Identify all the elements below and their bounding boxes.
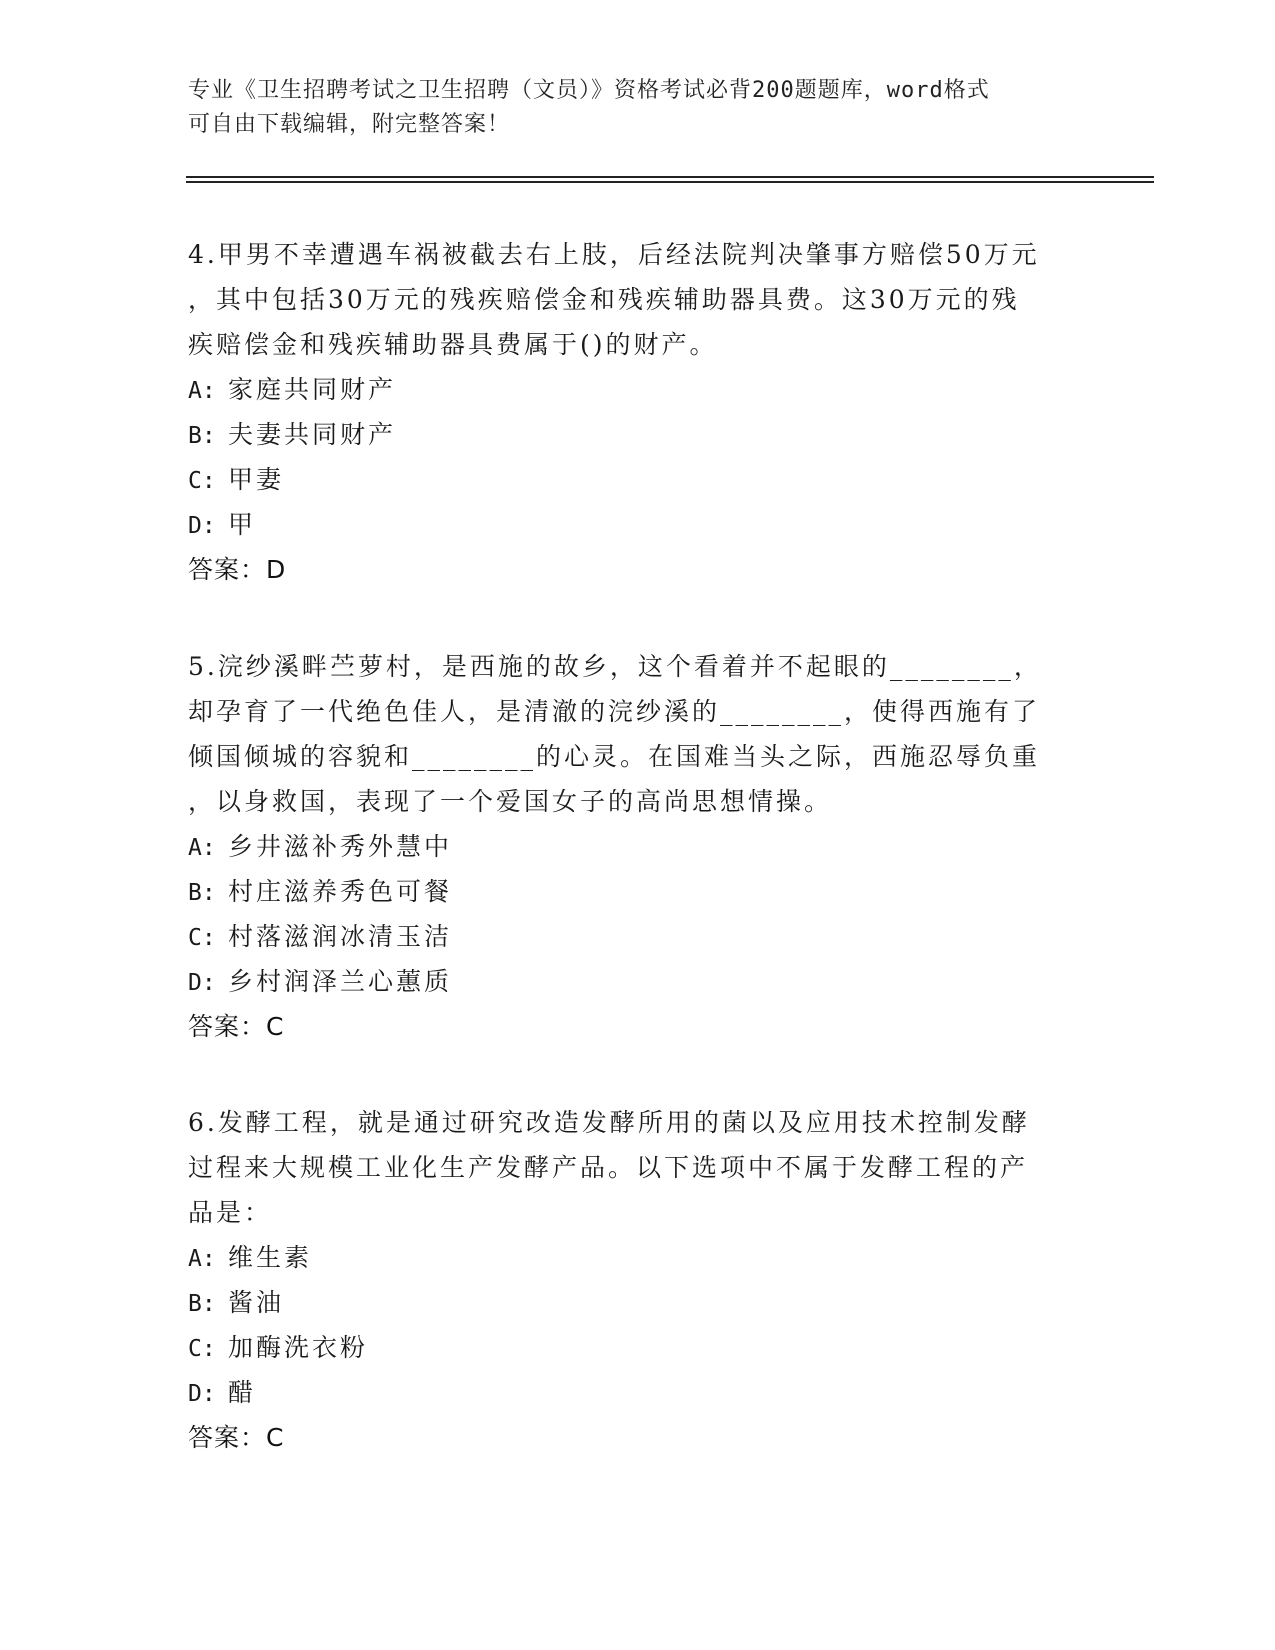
question-6: [188, 1100, 1068, 1460]
question-stem-line: ，其中包括30万元的残疾赔偿金和残疾辅助器具费。这30万元的残: [188, 285, 1020, 314]
option-d: [188, 502, 1068, 547]
option-key: C:: [188, 925, 216, 951]
question-stem-line: 6.发酵工程，就是通过研究改造发酵所用的菌以及应用技术控制发酵: [188, 1108, 1030, 1137]
option-a: [188, 824, 1068, 869]
option-key: B:: [188, 1291, 216, 1317]
option-d: [188, 1370, 1068, 1415]
option-text: 甲: [228, 510, 257, 539]
option-key: B:: [188, 423, 216, 449]
question-4-options: [188, 367, 1068, 547]
question-stem-line: 5.浣纱溪畔苎萝村，是西施的故乡，这个看着并不起眼的________，: [188, 652, 1042, 681]
question-6-options: [188, 1235, 1068, 1415]
question-stem-line: 4.甲男不幸遭遇车祸被截去右上肢，后经法院判决肇事方赔偿50万元: [188, 240, 1040, 269]
option-b: [188, 869, 1068, 914]
option-c: [188, 457, 1068, 502]
option-text: 维生素: [228, 1243, 313, 1272]
question-stem-line: 倾国倾城的容貌和________的心灵。在国难当头之际，西施忍辱负重: [188, 742, 1041, 771]
option-c: [188, 1325, 1068, 1370]
question-4: [188, 232, 1068, 592]
question-stem-line: ，以身救国，表现了一个爱国女子的高尚思想情操。: [188, 787, 833, 816]
question-6-answer: 答案：C: [188, 1423, 285, 1452]
option-a: [188, 367, 1068, 412]
question-5-answer: 答案：C: [188, 1012, 285, 1041]
option-b: [188, 412, 1068, 457]
question-4-answer: 答案：D: [188, 555, 287, 584]
option-text: 乡井滋补秀外慧中: [228, 832, 453, 861]
question-5: [188, 644, 1068, 1049]
option-a: [188, 1235, 1068, 1280]
option-key: D:: [188, 970, 216, 996]
question-stem-line: 却孕育了一代绝色佳人，是清澈的浣纱溪的________，使得西施有了: [188, 697, 1041, 726]
option-key: C:: [188, 468, 216, 494]
question-4-stem: [188, 232, 1068, 367]
option-key: C:: [188, 1336, 216, 1362]
question-5-stem: [188, 644, 1068, 824]
question-stem-line: 疾赔偿金和残疾辅助器具费属于()的财产。: [188, 330, 718, 359]
option-text: 醋: [228, 1378, 257, 1407]
option-key: A:: [188, 835, 216, 861]
header-divider-bottom: [186, 181, 1154, 183]
option-text: 村庄滋养秀色可餐: [228, 877, 453, 906]
document-header: [188, 74, 1068, 142]
option-b: [188, 1280, 1068, 1325]
header-line-1: 专业《卫生招聘考试之卫生招聘（文员）》资格考试必背200题题库，word格式: [188, 78, 990, 103]
option-text: 家庭共同财产: [228, 375, 397, 404]
option-key: A:: [188, 1246, 216, 1272]
option-text: 加酶洗衣粉: [228, 1333, 369, 1362]
option-d: [188, 959, 1068, 1004]
option-key: D:: [188, 1381, 216, 1407]
option-key: A:: [188, 378, 216, 404]
option-text: 夫妻共同财产: [228, 420, 397, 449]
question-6-stem: [188, 1100, 1068, 1235]
header-divider-top: [186, 176, 1154, 178]
option-key: D:: [188, 513, 216, 539]
option-c: [188, 914, 1068, 959]
question-stem-line: 过程来大规模工业化生产发酵产品。以下选项中不属于发酵工程的产: [188, 1153, 1029, 1182]
option-text: 甲妻: [228, 465, 285, 494]
option-text: 乡村润泽兰心蕙质: [228, 967, 453, 996]
header-line-2: 可自由下载编辑，附完整答案！: [188, 112, 511, 137]
question-stem-line: 品是：: [188, 1198, 273, 1227]
option-text: 村落滋润冰清玉洁: [228, 922, 453, 951]
option-text: 酱油: [228, 1288, 285, 1317]
question-5-options: [188, 824, 1068, 1004]
option-key: B:: [188, 880, 216, 906]
